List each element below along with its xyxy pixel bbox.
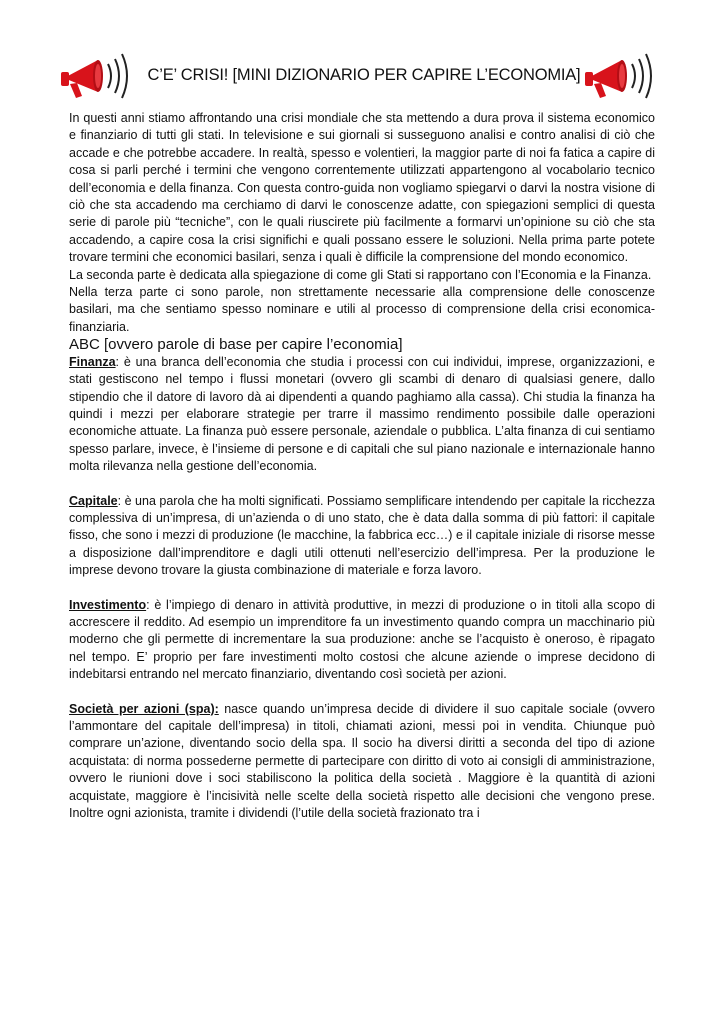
entry-term: Investimento xyxy=(69,597,147,612)
header xyxy=(58,44,664,104)
intro-paragraph: Nella terza parte ci sono parole, non strettamente necessarie alla comprensione delle conoscenze basilari, ma che sentiamo spesso nominare e utili al processo di comprensione della crisi economica-finanziaria. xyxy=(69,285,655,334)
spacer xyxy=(69,476,655,493)
entry-term: Capitale xyxy=(69,493,118,508)
entry-definition: è una branca dell’economia che studia i processi con cui individui, imprese, organizzazioni, e stati gestiscono nel tempo i flussi monetari (ovvero gli scambi di denaro di qualsiasi genere, dallo stipendio che il datore di lavoro dà ai dipendenti a quando paghiamo alla cassa). Chi studia la finanza ha quindi i mezzi per elaborare strategie per trarre il massimo rendimento possibile dalle operazioni economiche attuate. La finanza può essere personale, aziendale o pubblica. L’alta finanza di cui sentiamo spesso parlare, invece, è l’insieme di persone e di capitali che sul piano nazionale e internazionale hanno molta rilevanza nella gestione dell’economia. xyxy=(69,354,655,474)
entry-investimento xyxy=(69,597,655,684)
intro-paragraph: In questi anni stiamo affrontando una crisi mondiale che sta mettendo a dura prova il sistema economico e finanziario di tutti gli stati. In televisione e sui giornali si susseguono analisi e contro analisi di ciò che accade e che potrebbe accadere. In realtà, spesso e volentieri, la maggior parte di noi fa fatica a capire di cosa si parli perché i termini che vengono correntemente utilizzati appartengono al vocabolario tecnico dell’economia e della finanza. Con questa contro-guida non vogliamo spiegarvi o darvi la nostra visione di ciò che sta accadendo ma cerchiamo di darvi le conoscenze adatte, con spiegazioni semplici di questa serie di parole più “tecniche”, con le quali riuscirete più facilmente a formarvi un’opinione su ciò che sta accadendo, a capire cosa la crisi significhi e quali possano essere le soluzioni. Nella prima parte potete trovare termini che economici basilari, senza i quali è difficile la comprensione del mondo economico. xyxy=(69,111,655,265)
entry-separator: : xyxy=(115,354,124,369)
entry-separator: : xyxy=(117,493,125,508)
page-title: C’E’ CRISI! [MINI DIZIONARIO PER CAPIRE L’ECONOMIA] xyxy=(147,66,581,84)
entry-finanza xyxy=(69,354,655,476)
document-body xyxy=(69,110,655,822)
intro-paragraph: La seconda parte è dedicata alla spiegazione di come gli Stati si rapportano con l’Economia e la Finanza. xyxy=(69,267,652,282)
spacer xyxy=(69,684,655,701)
megaphone-icon xyxy=(58,48,138,102)
entry-definition: è una parola che ha molti significati. Possiamo semplificare intendendo per capitale la ricchezza complessiva di un’impresa, di un’azienda o di uno stato, che è data dalla somma di più fattori: il capitale fisso, che sono i mezzi di produzione (le macchine, la fabbrica ecc…) e il capitale iniziale di risorse messe a disposizione dall’imprenditore e dagli utili ottenuti nell’esercizio dell’impresa. Per la produzione le imprese devono trovare la giusta combinazione di materiale e forza lavoro. xyxy=(69,493,655,578)
section-heading: ABC [ovvero parole di base per capire l’economia] xyxy=(69,336,403,354)
megaphone-icon xyxy=(582,48,662,102)
entry-term: Finanza xyxy=(69,354,116,369)
entry-definition: nasce quando un’impresa decide di dividere il suo capitale sociale (ovvero l’ammontare del capitale dell’impresa) in titoli, chiamati azioni, messi poi in vendita. Chiunque può comprare un’azione, diventando socio della spa. Il socio ha diversi diritti a seconda del tipo di azione acquistata: di norma possederne permette di partecipare con diritto di voto ai consigli di amministrazione, ovvero le riunioni dove i soci stabiliscono la politica della società . Maggiore è la quantità di azioni acquistate, maggiore è l’incisività nelle scelte della società rispetto alle decisioni che vengono prese. Inoltre ogni azionista, tramite i dividendi (l’utile della società frazionato tra i xyxy=(69,701,655,821)
entry-spa xyxy=(69,701,655,823)
entry-capitale xyxy=(69,493,655,580)
entry-term: Società per azioni (spa): xyxy=(69,701,219,716)
entry-separator: : xyxy=(146,597,155,612)
entry-definition: è l’impiego di denaro in attività produttive, in mezzi di produzione o in titoli alla scopo di accrescere il reddito. Ad esempio un imprenditore fa un investimento quando compra un macchinario più moderno che gli permette di incrementare la sua produzione: anche se l’acquisto è oneroso, è ripagato nel tempo. E’ proprio per fare investimenti molto costosi che alcune aziende o imprese decidono di indebitarsi entrando nel mercato finanziario, diventando così società per azioni. xyxy=(69,597,655,682)
spacer xyxy=(69,580,655,597)
